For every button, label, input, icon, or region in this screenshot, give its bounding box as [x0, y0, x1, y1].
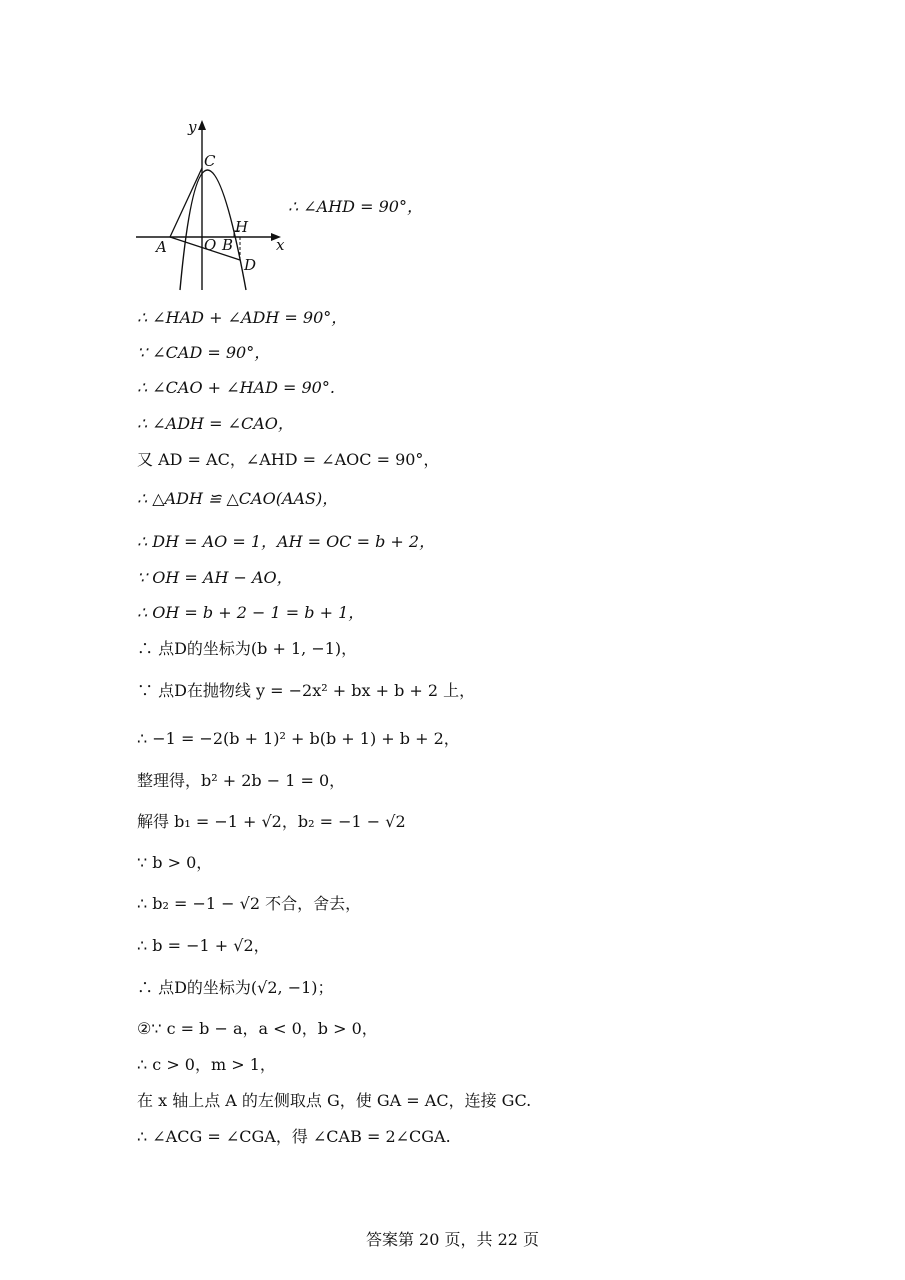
solution-line: 解得 b₁ = −1 + √2，b₂ = −1 − √2: [137, 812, 406, 831]
solution-line: ∴ DH = AO = 1，AH = OC = b + 2，: [137, 532, 436, 551]
solution-line: ∴ ∠HAD + ∠ADH = 90°，: [137, 308, 348, 327]
solution-line: ∴ b = −1 + √2，: [137, 936, 270, 955]
solution-line: ∴ ∠CAO + ∠HAD = 90°.: [137, 378, 335, 397]
figure-note: ∴ ∠AHD = 90°，: [288, 197, 423, 216]
solution-line: ∴ b₂ = −1 − √2 不合，舍去，: [137, 894, 362, 913]
label-o: O: [204, 236, 217, 254]
label-c: C: [204, 152, 216, 170]
solution-line: ∴ c > 0，m > 1，: [137, 1055, 276, 1074]
label-y: y: [188, 118, 197, 136]
solution-line: ∵ b > 0，: [137, 853, 213, 872]
solution-line: ∴ OH = b + 2 − 1 = b + 1，: [137, 603, 365, 622]
label-x: x: [276, 236, 285, 254]
solution-line: ∴ ∠ADH = ∠CAO，: [137, 414, 294, 433]
solution-line: ∵ 点D在抛物线 y = −2x² + bx + b + 2 上，: [137, 681, 476, 700]
label-b: B: [222, 236, 234, 254]
solution-line: 整理得，b² + 2b − 1 = 0，: [137, 771, 346, 790]
parabola-diagram: [130, 110, 290, 295]
solution-line: ∴ △ADH ≌ △CAO(AAS)，: [137, 489, 339, 508]
page-footer: 答案第 20 页，共 22 页: [365, 1230, 540, 1249]
solution-line: ∴ 点D的坐标为(b + 1, −1)，: [137, 639, 358, 658]
segment-ac: [170, 168, 202, 237]
label-a: A: [156, 238, 167, 256]
solution-line: ∴ 点D的坐标为(√2, −1)；: [137, 978, 334, 997]
label-h: H: [235, 218, 249, 236]
label-d: D: [244, 256, 257, 274]
solution-line: ∵ ∠CAD = 90°，: [137, 343, 271, 362]
solution-line: ②∵ c = b − a，a < 0，b > 0，: [137, 1019, 378, 1038]
solution-line: ∴ −1 = −2(b + 1)² + b(b + 1) + b + 2，: [137, 729, 460, 748]
parabola-figure: [130, 110, 290, 295]
solution-line: ∵ OH = AH − AO，: [137, 568, 293, 587]
solution-line: ∴ ∠ACG = ∠CGA，得 ∠CAB = 2∠CGA.: [137, 1127, 451, 1146]
solution-line: 在 x 轴上点 A 的左侧取点 G，使 GA = AC，连接 GC.: [137, 1091, 532, 1110]
y-axis-arrow: [198, 120, 206, 130]
solution-line: 又 AD = AC，∠AHD = ∠AOC = 90°，: [137, 450, 440, 469]
